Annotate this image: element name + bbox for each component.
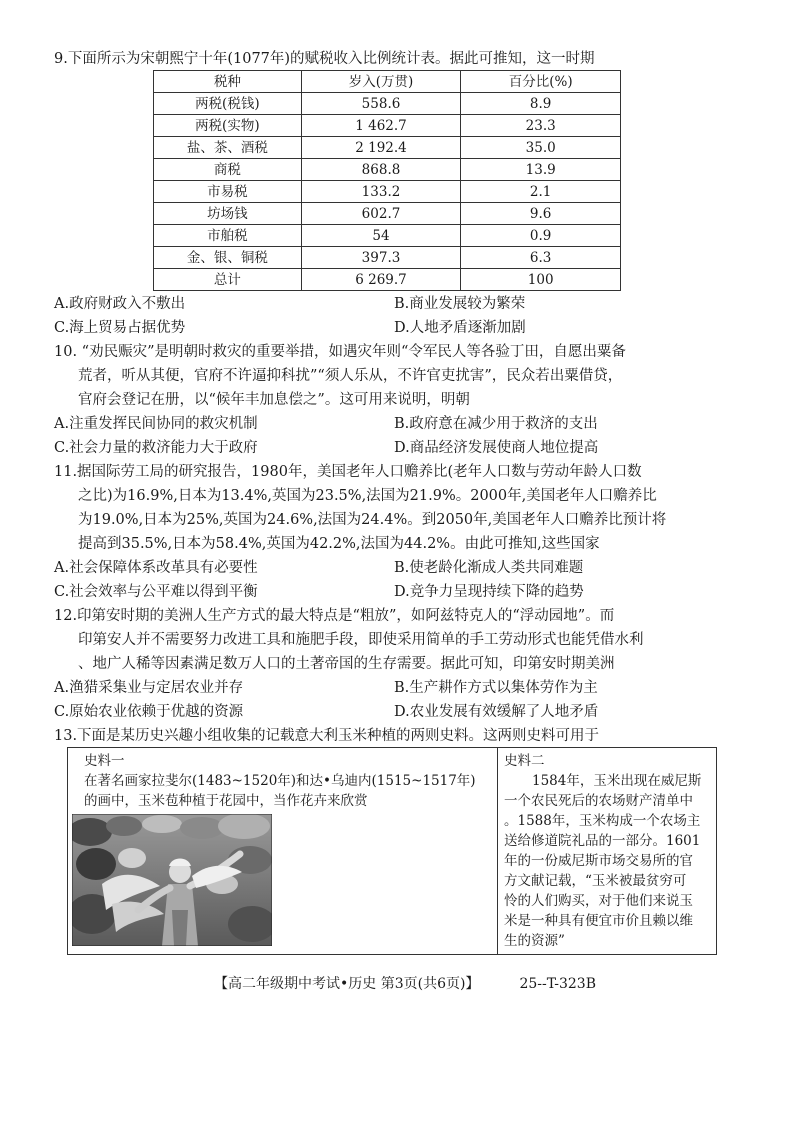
cell-percent: 35.0: [461, 137, 621, 159]
q11-option-b: B.使老龄化渐成人类共同难题: [394, 560, 584, 576]
source-one-line-2: 的画中，玉米苞种植于花园中，当作花卉来欣赏: [84, 793, 368, 809]
cell-tax-type: 坊场钱: [154, 203, 302, 225]
header-annual-revenue: 岁入(万贯): [301, 71, 461, 93]
q9-option-a: A.政府财政入不敷出: [54, 296, 186, 312]
q10-option-c: C.社会力量的救济能力大于政府: [54, 440, 258, 456]
source-one: [68, 748, 498, 954]
q11-stem-line-1: 11.据国际劳工局的研究报告，1980年，美国老年人口赡养比(老年人口数与劳动年龄人口数: [54, 464, 642, 480]
table-header-row: [154, 71, 621, 93]
q12-option-b: B.生产耕作方式以集体劳作为主: [394, 680, 598, 696]
source-two-line-1: 1584年，玉米出现在威尼斯: [532, 773, 702, 789]
cell-tax-type: 市舶税: [154, 225, 302, 247]
header-tax-type: 税种: [154, 71, 302, 93]
cell-revenue: 54: [301, 225, 461, 247]
q11-stem-line-4: 提高到35.5%,日本为58.4%,英国为42.2%,法国为44.2%。由此可推知,这些国家: [78, 536, 600, 552]
q13-stem: 13.下面是某历史兴趣小组收集的记载意大利玉米种植的两则史料。这两则史料可用于: [54, 728, 600, 744]
cell-revenue: 1 462.7: [301, 115, 461, 137]
table-row: [154, 203, 621, 225]
cell-tax-type: 两税(实物): [154, 115, 302, 137]
source-two-line-8: 米是一种具有便宜市价且赖以维: [504, 913, 693, 929]
source-two-line-3: 。1588年，玉米构成一个农场主: [504, 813, 701, 829]
q11-stem-line-2: 之比)为16.9%,日本为13.4%,英国为23.5%,法国为21.9%。2000年,美国老年人口赡养比: [78, 488, 657, 504]
table-row: [154, 181, 621, 203]
q12-stem-line-3: 、地广人稀等因素满足数万人口的土著帝国的生存需要。据此可知，印第安时期美洲: [78, 656, 615, 672]
cell-revenue: 602.7: [301, 203, 461, 225]
table-row: [154, 159, 621, 181]
q9-option-d: D.人地矛盾逐渐加剧: [394, 320, 526, 336]
header-percentage: 百分比(%): [461, 71, 621, 93]
q11-stem-line-3: 为19.0%,日本为25%,英国为24.6%,法国为24.4%。到2050年,美国老年人口赡养比预计将: [78, 512, 667, 528]
renaissance-painting-image: [72, 814, 272, 946]
cell-tax-type: 金、银、铜税: [154, 247, 302, 269]
cell-tax-type: 市易税: [154, 181, 302, 203]
cell-percent: 9.6: [461, 203, 621, 225]
q12-option-d: D.农业发展有效缓解了人地矛盾: [394, 704, 599, 720]
source-one-line-1: 在著名画家拉斐尔(1483~1520年)和达•乌迪内(1515~1517年): [84, 773, 476, 789]
table-row: [154, 247, 621, 269]
cell-percent: 6.3: [461, 247, 621, 269]
table-row: [154, 93, 621, 115]
source-two: [498, 748, 716, 954]
q9-option-c: C.海上贸易占据优势: [54, 320, 186, 336]
source-two-line-5: 年的一份威尼斯市场交易所的官: [504, 853, 693, 869]
q10-stem-line-1: 10. “劝民赈灾”是明朝时救灾的重要举措，如遇灾年则“令军民人等各验丁田，自愿出粟备: [54, 344, 626, 360]
q10-option-b: B.政府意在减少用于救济的支出: [394, 416, 598, 432]
cell-tax-type: 商税: [154, 159, 302, 181]
cell-revenue: 6 269.7: [301, 269, 461, 291]
historical-sources-box: [67, 747, 717, 955]
cell-tax-type: 总计: [154, 269, 302, 291]
cell-revenue: 868.8: [301, 159, 461, 181]
cell-percent: 23.3: [461, 115, 621, 137]
q10-option-a: A.注重发挥民间协同的救灾机制: [54, 416, 258, 432]
q12-stem-line-2: 印第安人并不需要努力改进工具和施肥手段，即使采用简单的手工劳动形式也能凭借水利: [78, 632, 644, 648]
q9-option-b: B.商业发展较为繁荣: [394, 296, 526, 312]
cell-revenue: 558.6: [301, 93, 461, 115]
q9-stem: 9.下面所示为宋朝熙宁十年(1077年)的赋税收入比例统计表。据此可推知，这一时期: [54, 51, 595, 67]
table-row-total: [154, 269, 621, 291]
cell-percent: 2.1: [461, 181, 621, 203]
cell-tax-type: 盐、茶、酒税: [154, 137, 302, 159]
source-two-line-9: 生的资源”: [504, 933, 565, 949]
footer-paper-code: 25--T-323B: [519, 976, 597, 992]
q11-option-a: A.社会保障体系改革具有必要性: [54, 560, 258, 576]
cell-revenue: 2 192.4: [301, 137, 461, 159]
footer-exam-info: 【高二年级期中考试•历史 第3页(共6页)】: [214, 976, 480, 992]
table-row: [154, 115, 621, 137]
table-row: [154, 137, 621, 159]
cell-percent: 0.9: [461, 225, 621, 247]
q12-option-a: A.渔猎采集业与定居农业并存: [54, 680, 244, 696]
cell-revenue: 133.2: [301, 181, 461, 203]
source-two-title: 史料二: [504, 753, 545, 769]
cell-tax-type: 两税(税钱): [154, 93, 302, 115]
source-one-title: 史料一: [84, 753, 125, 769]
q12-option-c: C.原始农业依赖于优越的资源: [54, 704, 244, 720]
source-two-line-6: 方文献记载，“玉米被最贫穷可: [504, 873, 687, 889]
q10-option-d: D.商品经济发展使商人地位提高: [394, 440, 599, 456]
cell-percent: 13.9: [461, 159, 621, 181]
source-two-line-4: 送给修道院礼品的一部分。1601: [504, 833, 701, 849]
cell-percent: 100: [461, 269, 621, 291]
q10-stem-line-3: 官府会登记在册，以“候年丰加息偿之”。这可用来说明，明朝: [78, 392, 470, 408]
tax-revenue-table: [153, 70, 621, 291]
table-row: [154, 225, 621, 247]
q12-stem-line-1: 12.印第安时期的美洲人生产方式的最大特点是“粗放”，如阿兹特克人的“浮动园地”。而: [54, 608, 615, 624]
source-two-line-2: 一个农民死后的农场财产清单中: [504, 793, 693, 809]
q11-option-d: D.竞争力呈现持续下降的趋势: [394, 584, 584, 600]
source-two-line-7: 怜的人们购买，对于他们来说玉: [504, 893, 693, 909]
page-footer: [214, 974, 596, 994]
cell-percent: 8.9: [461, 93, 621, 115]
q11-option-c: C.社会效率与公平难以得到平衡: [54, 584, 258, 600]
q10-stem-line-2: 荒者，听从其便，官府不许逼抑科扰”“须人乐从，不许官吏扰害”，民众若出粟借贷，: [78, 368, 623, 384]
cell-revenue: 397.3: [301, 247, 461, 269]
